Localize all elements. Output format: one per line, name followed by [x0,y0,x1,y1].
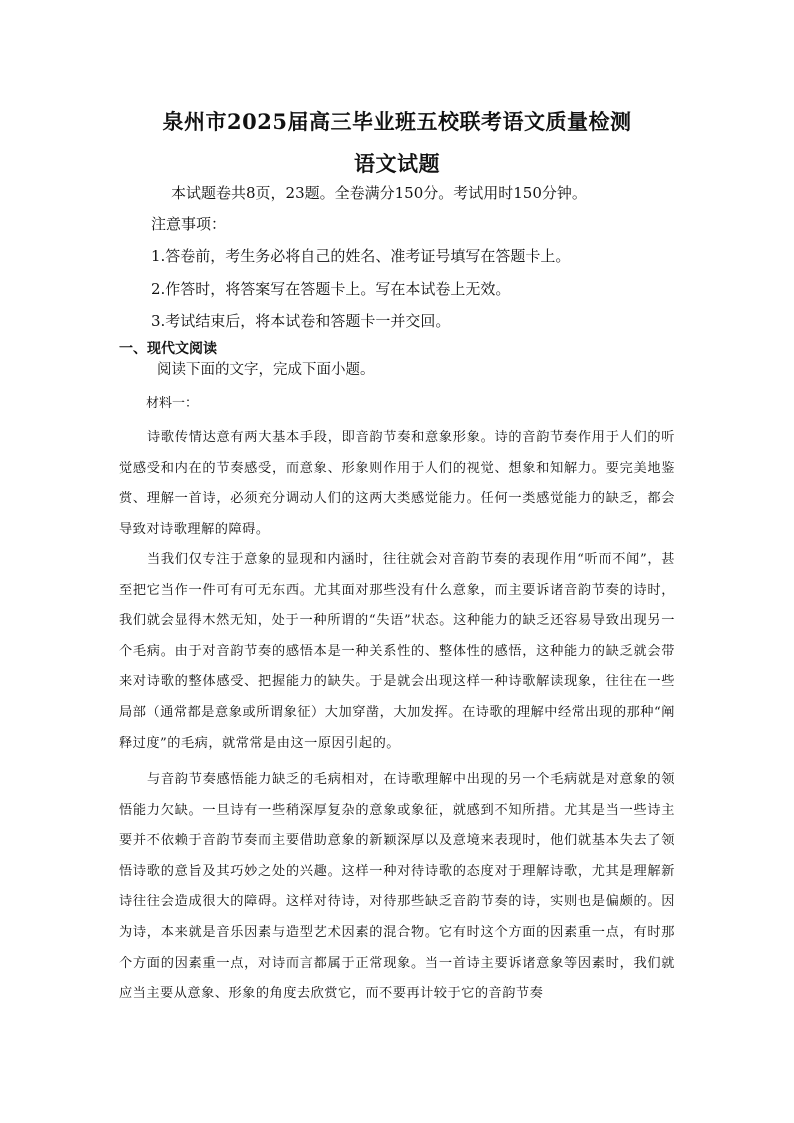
notes-heading: 注意事项： [151,215,227,233]
exam-title: 泉州市2025届高三毕业班五校联考语文质量检测 [162,109,632,134]
note-item-2: 2.作答时，将答案写在答题卡上。写在本试卷上无效。 [151,280,511,298]
note-item-3: 3.考试结束后，将本试卷和答题卡一并交回。 [151,312,451,330]
section-instruction: 阅读下面的文字，完成下面小题。 [157,362,375,378]
paragraph-2: 当我们仅专注于意象的显现和内涵时，往往就会对音韵节奏的表现作用“听而不闻”，甚至把它当作一件可有可无东西。尤其面对那些没有什么意象，而主要诉诸音韵节奏的诗时，我们就会显得木然无知，处于一种所谓的“失语”状态。这种能力的缺乏还容易导致出现另一个毛病。由于对音韵节奏的感悟本是一种关系性的、整体性的感悟，这种能力的缺乏就会带来对诗歌的整体感受、把握能力的缺失。于是就会出现这样一种诗歌解读现象，往往在一些局部（通常都是意象或所谓象征）大加穿凿，大加发挥。在诗歌的理解中经常出现的那种“阐释过度”的毛病，就常常是由这一原因引起的。 [119,552,675,751]
material-label: 材料一： [146,396,199,411]
section-title: 一、现代文阅读 [119,341,217,357]
paragraph-1: 诗歌传情达意有两大基本手段，即音韵节奏和意象形象。诗的音韵节奏作用于人们的听觉感受和内在的节奏感受，而意象、形象则作用于人们的视觉、想象和知解力。要完美地鉴赏、理解一首诗，必须充分调动人们的这两大类感觉能力。任何一类感觉能力的缺乏，都会导致对诗歌理解的障碍。 [119,430,675,537]
paragraph-3: 与音韵节奏感悟能力缺乏的毛病相对，在诗歌理解中出现的另一个毛病就是对意象的领悟能力欠缺。一旦诗有一些稍深厚复杂的意象或象征，就感到不知所措。尤其是当一些诗主要并不依赖于音韵节奏而主要借助意象的新颖深厚以及意境来表现时，他们就基本失去了领悟诗歌的意旨及其巧妙之处的兴趣。这样一种对待诗歌的态度对于理解诗歌，尤其是理解新诗往往会造成很大的障碍。这样对待诗，对待那些缺乏音韵节奏的诗，实则也是偏颇的。因为诗，本来就是音乐因素与造型艺术因素的混合物。它有时这个方面的因素重一点，有时那个方面的因素重一点，对诗而言都属于正常现象。当一首诗主要诉诸意象等因素时，我们就应当主要从意象、形象的角度去欣赏它，而不要再计较于它的音韵节奏 [119,772,675,1002]
exam-subtitle: 语文试题 [354,151,440,176]
exam-info: 本试题卷共8页，23题。全卷满分150分。考试用时150分钟。 [171,184,587,202]
note-item-1: 1.答卷前，考生务必将自己的姓名、准考证号填写在答题卡上。 [151,247,571,265]
